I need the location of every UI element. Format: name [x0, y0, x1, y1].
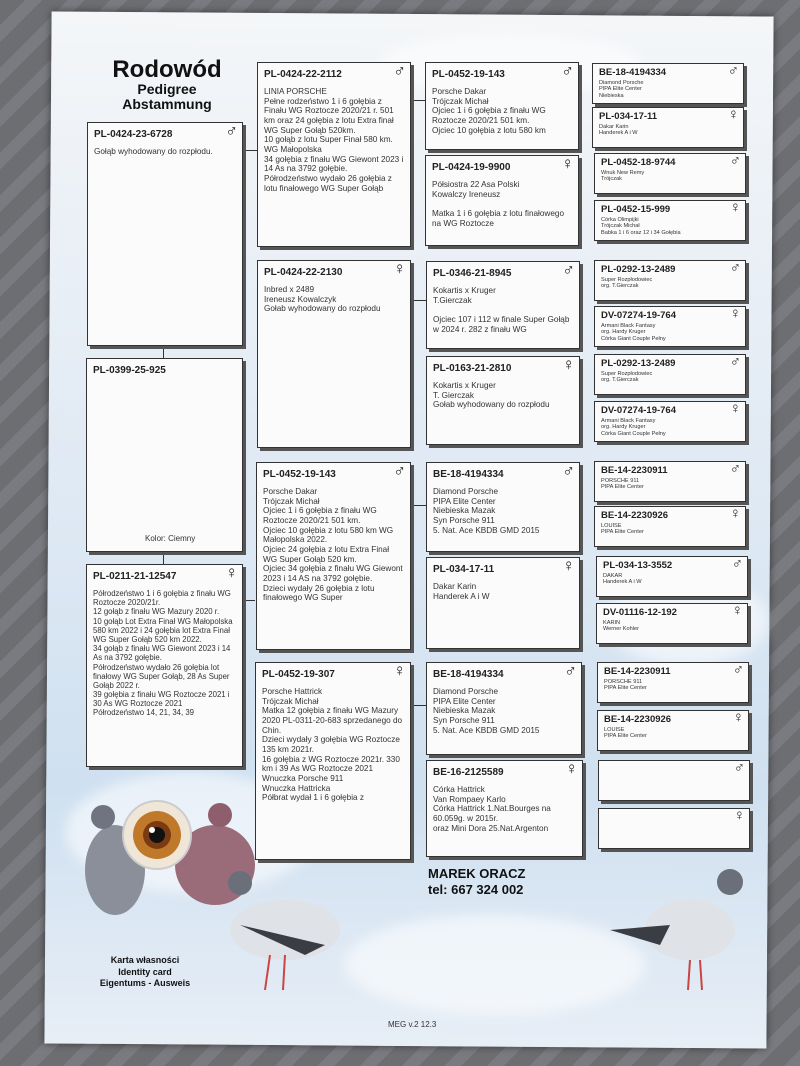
connector-line	[241, 150, 257, 151]
male-icon: ♂	[562, 261, 575, 279]
pedigree-card-great-grandparent[interactable]	[592, 63, 744, 104]
pedigree-card-grandsire[interactable]	[425, 62, 579, 150]
pedigree-card-great-grandparent[interactable]	[594, 354, 746, 395]
pedigree-card-great-grandparent[interactable]	[597, 710, 749, 751]
ring-number: PL-034-17-11	[433, 564, 495, 575]
card-description: Dakar Karin Handerek A i W	[433, 582, 490, 601]
pedigree-card-grandsire[interactable]	[426, 261, 580, 349]
title-block	[82, 58, 252, 113]
card-description: Super Rozpłodowiec org. T.Gierczak	[601, 371, 653, 384]
female-icon: ♀	[729, 306, 741, 322]
owner-name: MAREK ORACZ	[428, 866, 526, 881]
ring-number: PL-0292-13-2489	[601, 358, 676, 369]
male-icon: ♂	[561, 62, 574, 80]
ring-number: BE-14-2230911	[604, 666, 671, 677]
female-icon: ♀	[225, 564, 238, 582]
card-description: Kokartis x Kruger T.Gierczak Ojciec 107 i 112 w finale Super Gołąb w 2024 r. 282 z finału WG	[433, 286, 570, 334]
female-icon: ♀	[731, 603, 743, 619]
pedigree-card-great-grandparent[interactable]	[596, 603, 748, 644]
ring-number: PL-034-17-11	[599, 111, 658, 122]
card-description: PORSCHE 911 PIPA Elite Center	[601, 478, 644, 491]
version-label: MEG v.2 12.3	[388, 1020, 437, 1029]
card-description: Super Rozpłodowiec org. T.Gierczak	[601, 277, 653, 290]
card-description: Porsche Dakar Trójczak Michał Ojciec 1 i 6 gołębia z finału WG Roztocze 2020/21 501 km. Ojciec 10 gołębia z lotu 580 km	[432, 87, 546, 135]
ring-number: PL-0452-15-999	[601, 204, 671, 215]
card-description: Gołąb wyhodowany do rozpłodu.	[94, 147, 213, 156]
male-icon: ♂	[731, 556, 743, 572]
card-description: Półsiostra 22 Asa Polski Kowalczy Ireneusz Matka 1 i 6 gołębia z lotu finałowego na WG Roztocze	[432, 180, 564, 228]
owner-info	[428, 866, 526, 899]
female-icon: ♀	[561, 155, 574, 173]
card-description: Diamond Porsche PIPA Elite Center Niebieska	[599, 80, 644, 99]
ring-number: PL-0292-13-2489	[601, 264, 676, 275]
ring-number: BE-16-2125589	[433, 767, 504, 778]
pedigree-card-great-grandparent[interactable]	[594, 461, 746, 502]
card-description: Armani Black Fantasy org. Hardy Kruger Córka Giant Couple Pełny	[601, 323, 666, 342]
ring-number: DV-01116-12-192	[603, 607, 677, 618]
pedigree-card-great-grandparent[interactable]	[594, 260, 746, 301]
connector-line	[241, 600, 255, 601]
ring-number: BE-14-2230926	[601, 510, 669, 521]
male-icon: ♂	[729, 461, 741, 477]
card-description: Inbred x 2489 Ireneusz Kowalczyk Gołab wyhodowany do rozpłodu	[264, 285, 381, 314]
ring-number: PL-0424-22-2112	[264, 69, 342, 80]
female-icon: ♀	[565, 760, 578, 778]
ring-number: PL-0211-21-12547	[93, 571, 177, 582]
ring-number: PL-0452-19-307	[262, 669, 335, 680]
pedigree-card-granddam[interactable]	[426, 760, 583, 857]
ring-number: PL-0424-23-6728	[94, 129, 173, 140]
ring-number: PL-034-13-3552	[603, 560, 673, 571]
pedigree-card-granddam[interactable]	[426, 557, 580, 649]
ring-number: BE-14-2230911	[601, 465, 668, 476]
female-icon: ♀	[562, 557, 575, 575]
ring-number: BE-18-4194334	[433, 469, 504, 480]
ring-number: BE-18-4194334	[433, 669, 504, 680]
page-title: Rodowód	[112, 56, 222, 83]
card-description: Dakar Karin Handerek A i W	[599, 124, 638, 137]
male-icon: ♂	[393, 62, 406, 80]
male-icon: ♂	[729, 153, 741, 169]
connector-line	[409, 705, 427, 706]
pedigree-card-great-grandparent[interactable]	[594, 401, 746, 442]
connector-line	[163, 550, 164, 564]
pedigree-card-dam[interactable]	[86, 564, 243, 767]
card-description: Porsche Hattrick Trójczak Michał Matka 12 gołębia z finału WG Mazury 2020 PL-0311-20-683 sprzedanego do Chin. Dzieci wydały 3 gołębia WG Roztocze 135 km 2021r. 16 gołębia z WG Roztocze 2021r. 330 km i 39 As WG Roztocze 2021 Wnuczka Porsche 911 Wnuczka Hattricka Półbrat wydał 1 i 6 gołębia z	[262, 687, 403, 803]
female-icon: ♀	[393, 662, 406, 680]
card-description: LOUISE PIPA Elite Center	[604, 727, 647, 740]
male-icon: ♂	[733, 760, 745, 776]
ring-number: PL-0346-21-8945	[433, 268, 512, 279]
pedigree-card-great-grandparent[interactable]	[594, 506, 746, 547]
female-icon: ♀	[729, 200, 741, 216]
male-icon: ♂	[732, 662, 744, 678]
connector-line	[409, 505, 427, 506]
card-description: Porsche Dakar Trójczak Michał Ojciec 1 i 6 gołębia z finału WG Roztocze 2020/21 501 km. Ojciec 10 gołębia z lotu 580 km WG Małopolska 2022. Ojciec 24 gołębia z lotu Extra Finał WG Super Gołąb 520 km. Ojciec 34 gołębia z finału WG Giewont 2023 i 14 AS na 3792 gołębie. Dzieci wydały 26 gołębia z lotu finałowego WG Super	[263, 487, 403, 603]
pedigree-card-great-grandparent[interactable]	[594, 200, 746, 241]
pedigree-card-granddam[interactable]	[425, 155, 579, 246]
pedigree-card-great-grandparent[interactable]	[598, 808, 750, 849]
female-icon: ♀	[562, 356, 575, 374]
pedigree-card-great-grandparent[interactable]	[592, 107, 744, 148]
pedigree-card-sire[interactable]	[257, 62, 411, 247]
card-description: Diamond Porsche PIPA Elite Center Niebieska Mazak Syn Porsche 911 5. Nat. Ace KBDB GMD 2015	[433, 687, 540, 735]
ring-number: BE-18-4194334	[599, 67, 667, 78]
female-icon: ♀	[729, 401, 741, 417]
male-icon: ♂	[562, 462, 575, 480]
card-description: Półrodzeństwo 1 i 6 gołębia z finału WG Roztocze 2020/21r. 12 gołąb z finału WG Mazury 2020 r. 10 gołąb Lot Extra Finał WG Małopolska 580 km 2022 i 24 gołębia lot Extra Finał WG Super Gołąb 520 km 2022. 34 gołąb z finału WG Giewont 2023 i 14 As na 3792 gołębie. Półrodzeństwo wydało 26 gołębia lot finałowy WG Super Gołąb, 28 As Super Gołąb 2022 r. 39 gołębia z finału WG Roztocze 2021 i 30 As WG Roztocze 2021 Półrodzeństwo 14, 21, 34, 39	[93, 589, 233, 718]
pedigree-card-great-grandparent[interactable]	[596, 556, 748, 597]
identity-line-pl: Karta własności	[110, 955, 180, 965]
connector-line	[409, 300, 427, 301]
pedigree-card-great-grandparent[interactable]	[597, 662, 749, 703]
ring-number: PL-0452-19-143	[263, 469, 336, 480]
card-description: Wnuk New Remy Trójczak	[601, 170, 645, 183]
card-description: KARIN Werner Kohler	[603, 620, 639, 633]
ring-number: DV-07274-19-764	[601, 310, 676, 321]
female-icon: ♀	[727, 107, 739, 123]
card-description: Córka Hattrick Van Rompaey Karlo Córka Hattrick 1.Nat.Bourges na 60.059g. w 2015r. oraz Mini Dora 25.Nat.Argenton	[433, 785, 551, 833]
page-subtitle-de: Abstammung	[122, 96, 212, 113]
card-description: DAKAR Handerek A i W	[603, 573, 642, 586]
ring-number: PL-0452-18-9744	[601, 157, 676, 168]
identity-line-en: Identity card	[118, 966, 172, 977]
female-icon: ♀	[393, 260, 406, 278]
card-description: LOUISE PIPA Elite Center	[601, 523, 644, 536]
pedigree-card-great-grandparent[interactable]	[594, 306, 746, 347]
identity-card-label	[70, 955, 220, 990]
ring-number: PL-0163-21-2810	[433, 363, 512, 374]
pedigree-card-grandsire[interactable]	[426, 662, 582, 755]
ring-number: PL-0452-19-143	[432, 69, 505, 80]
pedigree-card-grandsire[interactable]	[426, 462, 580, 552]
card-description: Diamond Porsche PIPA Elite Center Niebieska Mazak Syn Porsche 911 5. Nat. Ace KBDB GMD 2015	[433, 487, 540, 535]
pedigree-card-dam[interactable]	[257, 260, 411, 448]
female-icon: ♀	[732, 710, 744, 726]
card-description: Kokartis x Kruger T. Gierczak Gołab wyhodowany do rozpłodu	[433, 381, 550, 410]
pedigree-card-main-bird[interactable]	[87, 122, 243, 346]
pedigree-card-great-grandparent[interactable]	[598, 760, 750, 801]
card-description: Córka Olimpijki Trójczak Michał Babka 1 i 6 oraz 12 i 34 Gołębia	[601, 217, 681, 236]
pedigree-card-great-grandparent[interactable]	[594, 153, 746, 194]
female-icon: ♀	[733, 808, 745, 824]
connector-line	[163, 345, 164, 359]
identity-line-de: Eigentums - Ausweis	[99, 978, 191, 989]
card-description: PORSCHE 911 PIPA Elite Center	[604, 679, 647, 692]
male-icon: ♂	[729, 354, 741, 370]
male-icon: ♂	[393, 462, 406, 480]
page-subtitle-en: Pedigree	[137, 81, 197, 97]
ring-number: PL-0424-19-9900	[432, 162, 511, 173]
female-icon: ♀	[729, 506, 741, 522]
male-icon: ♂	[564, 662, 577, 680]
ring-number: BE-14-2230926	[604, 714, 672, 725]
ring-number: PL-0399-25-925	[93, 365, 166, 376]
pedigree-card-second-bird[interactable]	[86, 358, 243, 552]
pedigree-card-sire[interactable]	[256, 462, 411, 650]
ring-number: DV-07274-19-764	[601, 405, 676, 416]
pigeon-illustration	[600, 860, 760, 1000]
male-icon: ♂	[727, 63, 739, 79]
card-description: LINIA PORSCHE Pełne rodzeństwo 1 i 6 gołębia z Finału WG Roztocze 2020/21 r. 501 km oraz 24 gołębia z lotu Extra finał WG Super Gołąb 520km. 10 gołąb z lotu Super Finał 580 km. WG Małopolska 34 gołębia z finału WG Giewont 2023 i 14 As na 3792 gołębie. Półrodzeństwo wydało 26 gołębia z lotu finałowego WG Super Gołąb	[264, 87, 404, 193]
male-icon: ♂	[225, 122, 238, 140]
ring-number: PL-0424-22-2130	[264, 267, 343, 278]
owner-phone: tel: 667 324 002	[428, 882, 524, 898]
card-description: Armani Black Fantasy org. Hardy Kruger Córka Giant Couple Pełny	[601, 418, 666, 437]
male-icon: ♂	[729, 260, 741, 276]
pedigree-card-granddam[interactable]	[426, 356, 580, 445]
color-label: Kolor: Ciemny	[145, 534, 196, 543]
